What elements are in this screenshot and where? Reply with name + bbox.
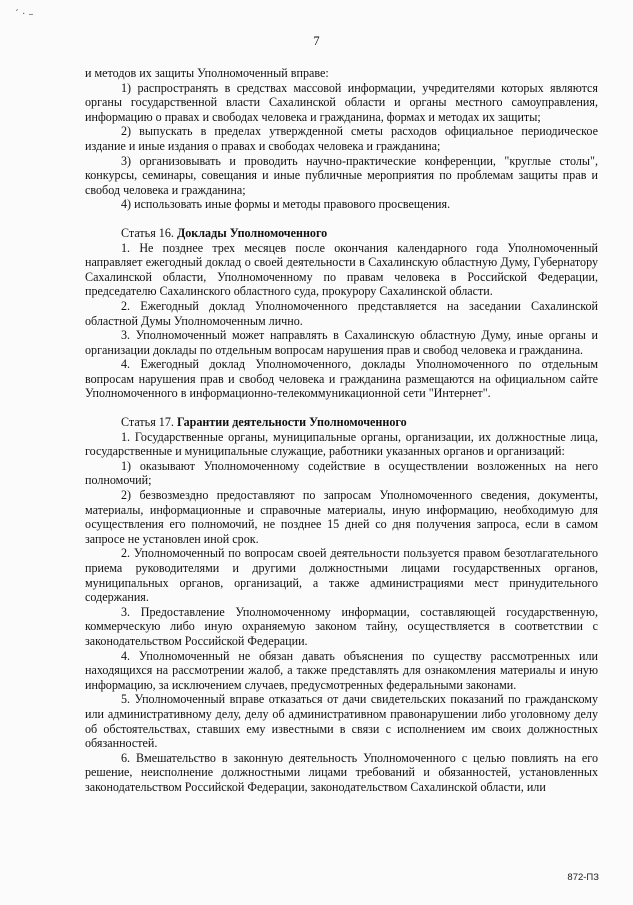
right-item-3: 3) организовывать и проводить научно-практические конференции, "круглые столы", конкурсы, семинары, совещания и иные публичные мероприятия по проблемам защиты прав и свобод человека и гражданина; [85, 153, 598, 197]
article-16-title: Доклады Уполномоченного [176, 225, 328, 240]
article-16-paragraph-1: 1. Не позднее трех месяцев после окончания календарного года Уполномоченный направляет ежегодный доклад о своей деятельности в Сахалинскую областную Думу, Губернатору Сахалинской области, Уполномоченному по правам человека в Российской Федерации, председателю Сахалинского областного суда, прокурору Сахалинской области. [85, 240, 598, 299]
article-16-paragraph-3: 3. Уполномоченный может направлять в Сахалинскую областную Думу, иные органы и организации доклады по отдельным вопросам нарушения прав и свобод человека и гражданина. [85, 328, 598, 357]
intro-line: и методов их защиты Уполномоченный вправе: [85, 66, 329, 80]
article-17-paragraph-6: 6. Вмешательство в законную деятельность Уполномоченного с целью повлиять на его решение, неисполнение должностными лицами требований и обязанностей, установленных законодательством Российской Федерации, законодательством Сахалинской области, или [85, 750, 598, 794]
article-17-paragraph-4: 4. Уполномоченный не обязан давать объяснения по существу рассмотренных или находящихся на рассмотрении жалоб, а также представлять для ознакомления материалы и иную информацию, за исключением случаев, предусмотренных федеральными законами. [85, 648, 598, 692]
section-gap [85, 212, 598, 226]
article-16-paragraph-4: 4. Ежегодный доклад Уполномоченного, доклады Уполномоченного по отдельным вопросам нарушения прав и свобод человека и гражданина размещаются на официальном сайте Уполномоченного в информационно-телекоммуникационной сети "Интернет". [85, 357, 598, 401]
article-17-title: Гарантии деятельности Уполномоченного [176, 415, 407, 430]
document-body [85, 66, 598, 795]
right-item-4: 4) использовать иные формы и методы правового просвещения. [121, 197, 451, 212]
article-17-subitem-1: 1) оказывают Уполномоченному содействие в осуществлении возложенных на него полномочий; [85, 458, 598, 488]
article-17-paragraph-2: 2. Уполномоченный по вопросам своей деятельности пользуется правом безотлагательного приема руководителями и другими должностными лицами государственных органов, муниципальных органов, организаций, а также администрациями мест принудительного содержания. [85, 546, 598, 605]
article-17-subitem-2: 2) безвозмездно предоставляют по запросам Уполномоченного сведения, документы, материалы, информационные и справочные материалы, иную информацию, необходимую для осуществления его полномочий, не позднее 15 дней со дня получения запроса, если в самом запросе не установлен иной срок. [85, 488, 598, 546]
section-gap [85, 401, 598, 415]
article-16-paragraph-2: 2. Ежегодный доклад Уполномоченного представляется на заседании Сахалинской областной Думы Уполномоченным лично. [85, 298, 598, 328]
article-17-prefix: Статья 17. [121, 415, 174, 430]
scan-artifact-mark: ´ · – [14, 9, 34, 20]
article-17-heading [85, 415, 598, 430]
article-16-prefix: Статья 16. [121, 225, 174, 240]
article-17-paragraph-3: 3. Предоставление Уполномоченному информации, составляющей государственную, коммерческую либо иную охраняемую законом тайну, осуществляется в соответствии с законодательством Российской Федерации. [85, 604, 598, 648]
article-17-paragraph-5: 5. Уполномоченный вправе отказаться от дачи свидетельских показаний по гражданскому или административному делу, делу об административном правонарушении либо уголовному делу об обстоятельствах, ставших ему известными в связи с исполнением им своих должностных обязанностей. [85, 692, 598, 751]
page-number: 7 [313, 34, 320, 48]
right-item-1: 1) распространять в средствах массовой информации, учредителями которых являются органы государственной власти Сахалинской области и органы местного самоуправления, информацию о правах и свободах человека и гражданина, формах и методах их защиты; [85, 80, 598, 124]
article-16-heading [85, 226, 598, 241]
right-item-2: 2) выпускать в пределах утвержденной сметы расходов официальное периодическое издание и иные издания о правах и свободах человека и гражданина; [85, 124, 598, 153]
article-17-paragraph-1: 1. Государственные органы, муниципальные органы, организации, их должностные лица, государственные и муниципальные служащие, работники указанных органов и организаций: [85, 429, 598, 459]
document-code: 872-ПЗ [567, 872, 599, 883]
